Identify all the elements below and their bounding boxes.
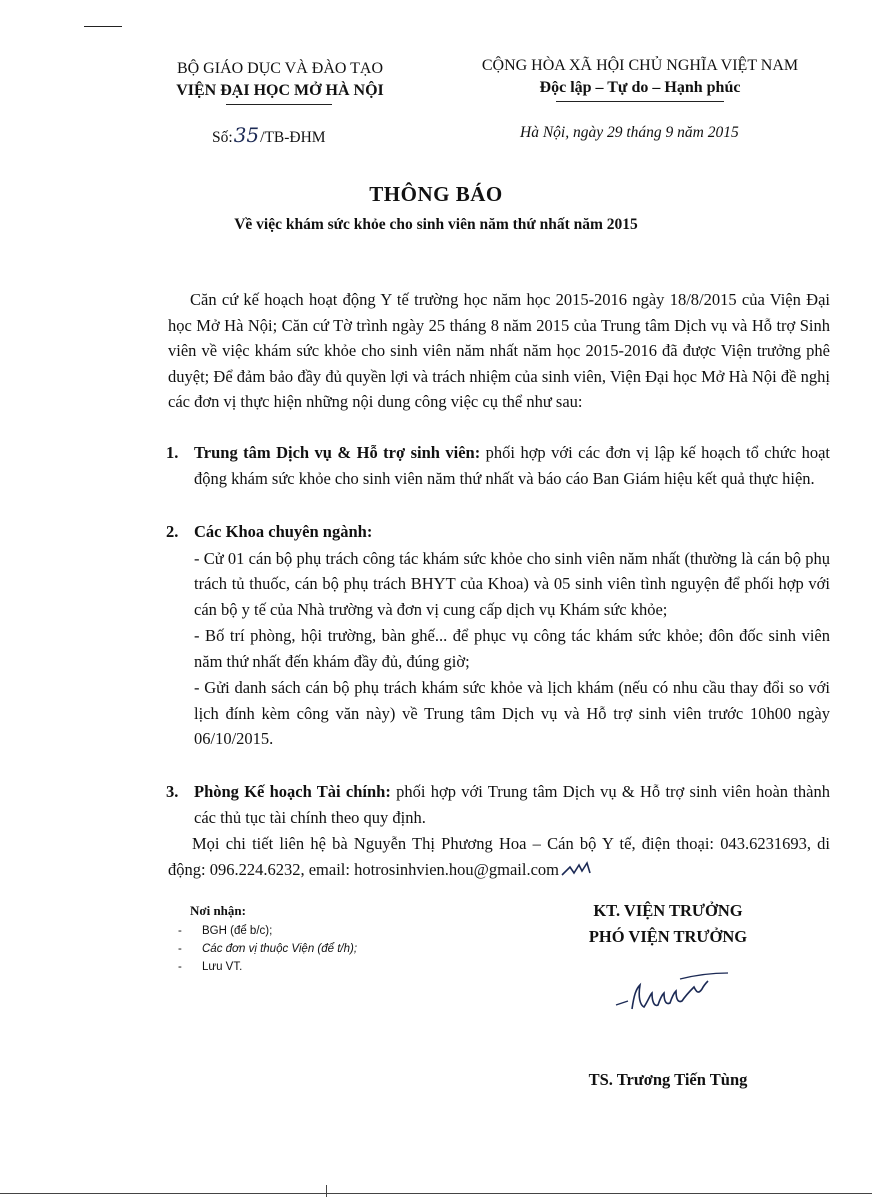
item-3-text: phối hợp với Trung tâm Dịch vụ & Hỗ trợ sinh viên hoàn thành các thủ tục tài chính theo quy định. [194, 782, 830, 827]
item-1-number: 1. [166, 443, 179, 462]
signature-icon [600, 965, 740, 1025]
item-2 [166, 519, 830, 752]
recipient-item: - BGH (để b/c); [178, 925, 273, 937]
doc-number-suffix: /TB-ĐHM [260, 129, 326, 146]
place-date: Hà Nội, ngày 29 tháng 9 năm 2015 [520, 124, 739, 141]
item-3-number: 3. [166, 782, 179, 801]
notice-subtitle: Về việc khám sức khỏe cho sinh viên năm thứ nhất năm 2015 [234, 216, 638, 233]
left-header [150, 58, 410, 102]
ministry-name: BỘ GIÁO DỤC VÀ ĐÀO TẠO [176, 60, 384, 77]
item-2-heading: Các Khoa chuyên ngành: [194, 522, 373, 541]
item-2-bullet-1: - Cử 01 cán bộ phụ trách công tác khám sức khỏe cho sinh viên năm nhất (thường là cán bộ phụ trách tủ thuốc, cán bộ phụ trách BHYT của Khoa) và 05 sinh viên tình nguyện để phối hợp với cán bộ y tế của Nhà trường và đơn vị cung cấp dịch vụ Khám sức khỏe; [194, 548, 830, 619]
item-1 [166, 440, 830, 491]
scan-edge-line [0, 1193, 872, 1194]
recipient-item: - Lưu VT. [178, 961, 243, 973]
item-2-number: 2. [166, 522, 179, 541]
motto: Độc lập – Tự do – Hạnh phúc [539, 79, 741, 96]
item-2-bullet-3: - Gửi danh sách cán bộ phụ trách khám sức khỏe và lịch khám (nếu có nhu cầu thay đổi so với lịch đính kèm công văn này) về Trung tâm Dịch vụ và Hỗ trợ sinh viên trước 10h00 ngày 06/10/2015. [194, 678, 830, 748]
contact-paragraph [168, 831, 830, 882]
recipient-item: - Các đơn vị thuộc Viện (để t/h); [178, 943, 358, 955]
recipients-title: Nơi nhận: [190, 903, 246, 918]
header-underline-left [226, 104, 332, 105]
initial-mark-icon [560, 859, 594, 879]
contact-text: Mọi chi tiết liên hệ bà Nguyễn Thị Phương Hoa – Cán bộ Y tế, điện thoại: 043.6231693, di động: 096.224.6232, email: hotrosinhvien.hou@gmail.com [168, 834, 830, 879]
intro-paragraph: Căn cứ kế hoạch hoạt động Y tế trường học năm học 2015-2016 ngày 18/8/2015 của Viện Đại học Mở Hà Nội; Căn cứ Tờ trình ngày 25 tháng 8 năm 2015 của Trung tâm Dịch vụ và Hỗ trợ Sinh viên về việc khám sức khỏe cho sinh viên năm nhất năm học 2015-2016 đã được Viện trưởng phê duyệt; Để đảm bảo đầy đủ quyền lợi và trách nhiệm của sinh viên, Viện Đại học Mở Hà Nội đề nghị các đơn vị thực hiện những nội dung công việc cụ thể như sau: [168, 290, 830, 411]
right-header [455, 55, 825, 99]
institute-name: VIỆN ĐẠI HỌC MỞ HÀ NỘI [176, 82, 384, 99]
item-3 [166, 779, 830, 830]
item-1-text: phối hợp với các đơn vị lập kế hoạch tổ chức hoạt động khám sức khỏe cho sinh viên năm thứ nhất và báo cáo Ban Giám hiệu kết quả thực hiện. [194, 443, 831, 488]
doc-number-prefix: Số: [212, 129, 233, 146]
item-1-heading: Trung tâm Dịch vụ & Hỗ trợ sinh viên: [194, 443, 481, 462]
signer-title-1: KT. VIỆN TRƯỞNG [593, 901, 743, 920]
signature-titles [548, 898, 788, 950]
signer-name: TS. Trương Tiến Tùng [588, 1070, 748, 1089]
header-underline-right [556, 101, 724, 102]
scan-mark [84, 26, 122, 27]
doc-number-handwritten: 35 [233, 123, 260, 147]
signer-title-2: PHÓ VIỆN TRƯỞNG [588, 927, 748, 946]
scan-edge-tick [326, 1185, 327, 1197]
item-3-heading: Phòng Kế hoạch Tài chính: [194, 782, 391, 801]
country-name: CỘNG HÒA XÃ HỘI CHỦ NGHĨA VIỆT NAM [481, 57, 799, 74]
doc-number [212, 124, 326, 149]
notice-title: THÔNG BÁO [369, 182, 503, 206]
recipients-block [178, 902, 470, 976]
item-2-bullet-2: - Bố trí phòng, hội trường, bàn ghế... để phục vụ công tác khám sức khỏe; đôn đốc sinh viên năm thứ nhất đến khám đầy đủ, đúng giờ; [194, 626, 830, 671]
